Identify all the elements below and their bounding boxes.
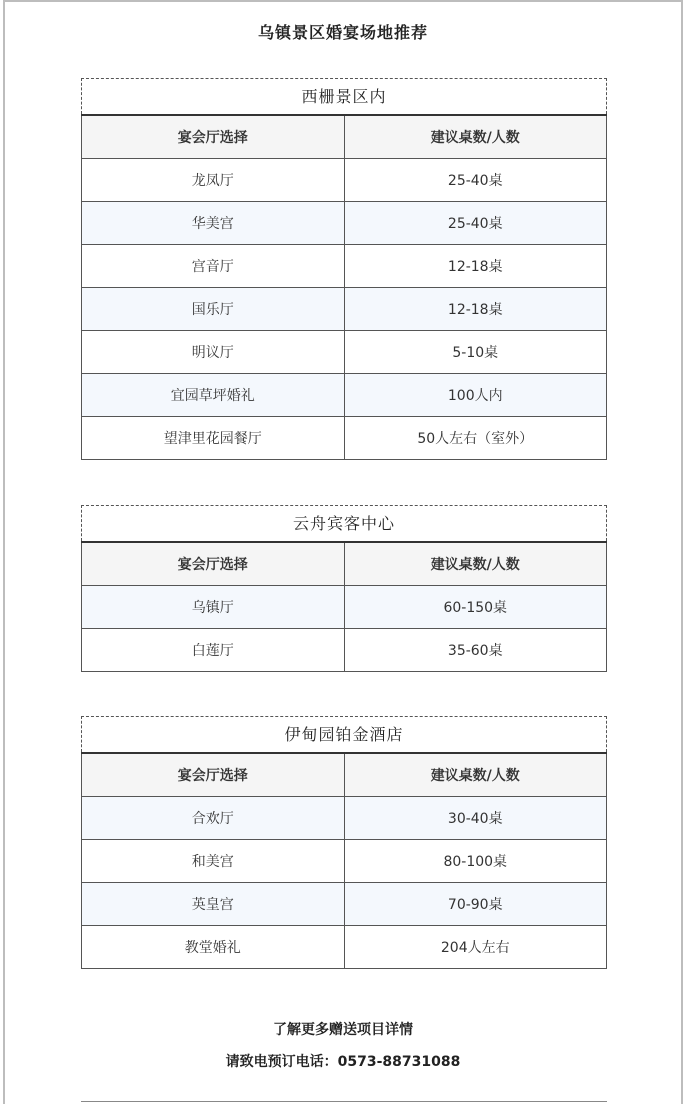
hall-capacity: 80-100桌 [344, 840, 607, 883]
hall-capacity: 12-18桌 [344, 288, 607, 331]
hall-capacity: 70-90桌 [344, 883, 607, 926]
hall-capacity: 35-60桌 [344, 629, 607, 672]
venue-section-xizha [81, 78, 607, 460]
footer-more-info: 了解更多赠送项目详情 [273, 1022, 413, 1038]
table-row [82, 883, 607, 926]
table-header-row [82, 753, 607, 797]
page-container [3, 0, 683, 1104]
table-row [82, 288, 607, 331]
venue-title: 西栅景区内 [81, 78, 607, 114]
hall-capacity: 100人内 [344, 374, 607, 417]
hall-name: 宜园草坪婚礼 [82, 374, 345, 417]
hall-capacity: 60-150桌 [344, 586, 607, 629]
venue-table [81, 752, 607, 969]
bottom-divider [81, 1101, 607, 1102]
table-header-row [82, 115, 607, 159]
table-row [82, 417, 607, 460]
hall-capacity: 12-18桌 [344, 245, 607, 288]
table-row [82, 374, 607, 417]
hall-name: 英皇宫 [82, 883, 345, 926]
hall-name: 合欢厅 [82, 797, 345, 840]
table-row [82, 245, 607, 288]
venue-title: 云舟宾客中心 [81, 505, 607, 541]
hall-name: 国乐厅 [82, 288, 345, 331]
table-row [82, 331, 607, 374]
footer-phone: 请致电预订电话：0573-88731088 [225, 1054, 461, 1070]
hall-capacity: 204人左右 [344, 926, 607, 969]
column-header-hall: 宴会厅选择 [82, 542, 345, 586]
hall-name: 望津里花园餐厅 [82, 417, 345, 460]
column-header-hall: 宴会厅选择 [82, 115, 345, 159]
column-header-capacity: 建议桌数/人数 [344, 753, 607, 797]
table-row [82, 586, 607, 629]
venue-section-eden [81, 716, 607, 969]
column-header-capacity: 建议桌数/人数 [344, 115, 607, 159]
hall-name: 和美宫 [82, 840, 345, 883]
venue-section-yunzhou [81, 505, 607, 672]
table-row [82, 629, 607, 672]
venue-table [81, 541, 607, 672]
column-header-capacity: 建议桌数/人数 [344, 542, 607, 586]
venue-table [81, 114, 607, 460]
hall-name: 教堂婚礼 [82, 926, 345, 969]
hall-name: 乌镇厅 [82, 586, 345, 629]
venue-title: 伊甸园铂金酒店 [81, 716, 607, 752]
table-row [82, 797, 607, 840]
hall-name: 明议厅 [82, 331, 345, 374]
hall-capacity: 25-40桌 [344, 202, 607, 245]
table-row [82, 840, 607, 883]
hall-name: 宫音厅 [82, 245, 345, 288]
hall-name: 华美宫 [82, 202, 345, 245]
hall-capacity: 30-40桌 [344, 797, 607, 840]
table-row [82, 159, 607, 202]
table-header-row [82, 542, 607, 586]
table-row [82, 926, 607, 969]
hall-name: 白莲厅 [82, 629, 345, 672]
page-title: 乌镇景区婚宴场地推荐 [257, 23, 428, 42]
column-header-hall: 宴会厅选择 [82, 753, 345, 797]
table-row [82, 202, 607, 245]
hall-capacity: 5-10桌 [344, 331, 607, 374]
hall-capacity: 25-40桌 [344, 159, 607, 202]
hall-name: 龙凤厅 [82, 159, 345, 202]
hall-capacity: 50人左右（室外） [344, 417, 607, 460]
